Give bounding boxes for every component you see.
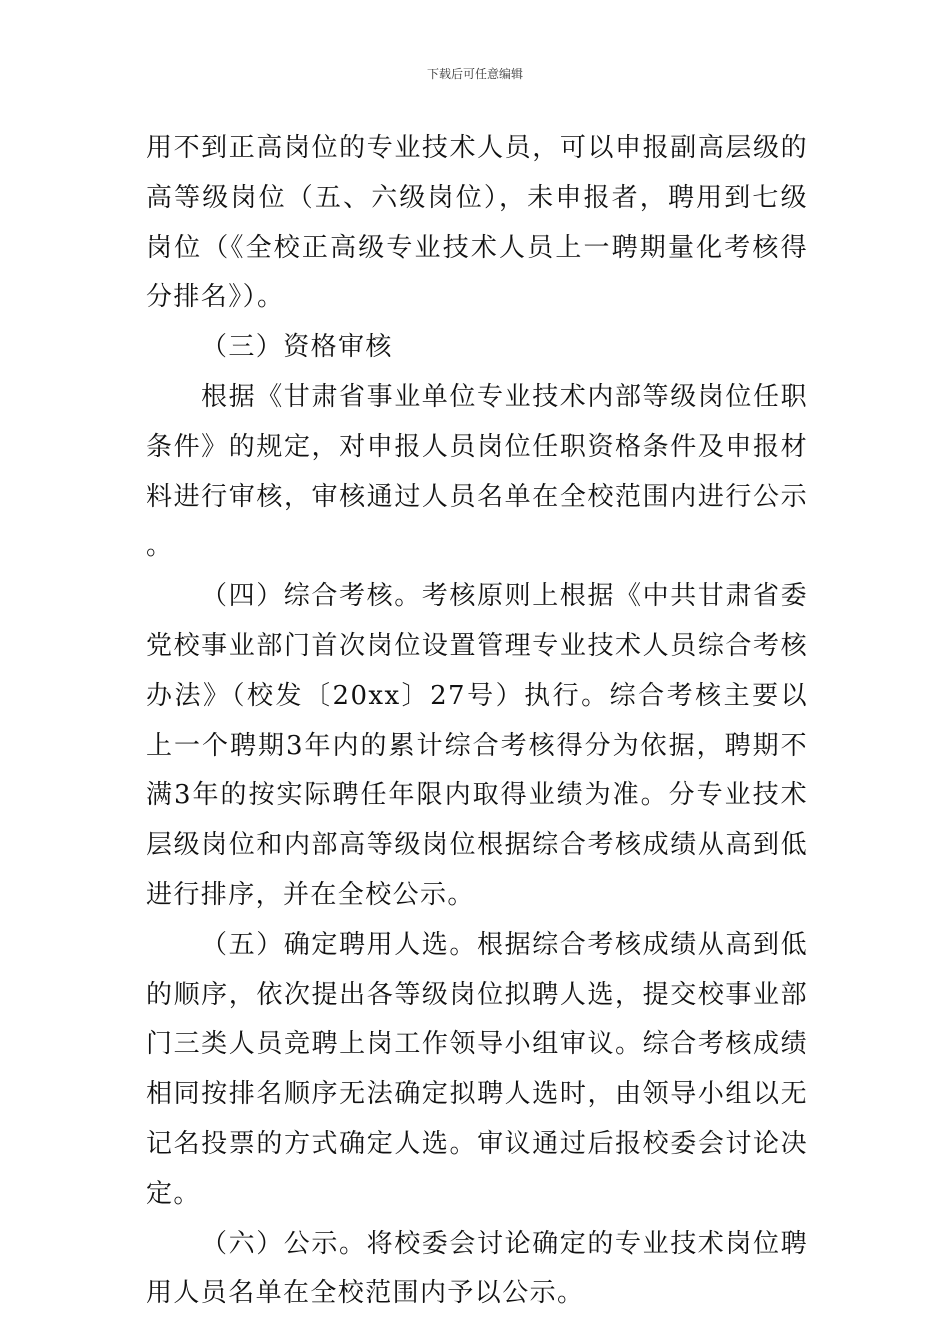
paragraph-comprehensive-assessment: （四）综合考核。考核原则上根据《中共甘肃省委党校事业部门首次岗位设置管理专业技术人员综合考核办法》（校发〔20xx〕27号）执行。综合考核主要以上一个聘期3年内的累计综合考核得分为依据，聘期不满3年的按实际聘任年限内取得业绩为准。分专业技术层级岗位和内部高等级岗位根据综合考核成绩从高到低进行排序，并在全校公示。 [146, 581, 808, 910]
paragraph-qualification-review: 根据《甘肃省事业单位专业技术内部等级岗位任职条件》的规定，对申报人员岗位任职资格条件及申报材料进行审核，审核通过人员名单在全校范围内进行公示。 [146, 381, 808, 562]
paragraph-determine-candidates: （五）确定聘用人选。根据综合考核成绩从高到低的顺序，依次提出各等级岗位拟聘人选，提交校事业部门三类人员竞聘上岗工作领导小组审议。综合考核成绩相同按排名顺序无法确定拟聘人选时，由领导小组以无记名投票的方式确定人选。审议通过后报校委会讨论决定。 [146, 929, 808, 1209]
document-body [146, 124, 808, 1319]
paragraph-publicity: （六）公示。将校委会讨论确定的专业技术岗位聘用人员名单在全校范围内予以公示。 [146, 1228, 808, 1309]
paragraph-1: 用不到正高岗位的专业技术人员，可以申报副高层级的高等级岗位（五、六级岗位），未申报者，聘用到七级岗位（《全校正高级专业技术人员上一聘期量化考核得分排名》）。 [146, 133, 808, 313]
section-heading-qualification-review: （三）资格审核 [201, 332, 393, 363]
page-header: 下载后可任意编辑 [426, 67, 523, 81]
